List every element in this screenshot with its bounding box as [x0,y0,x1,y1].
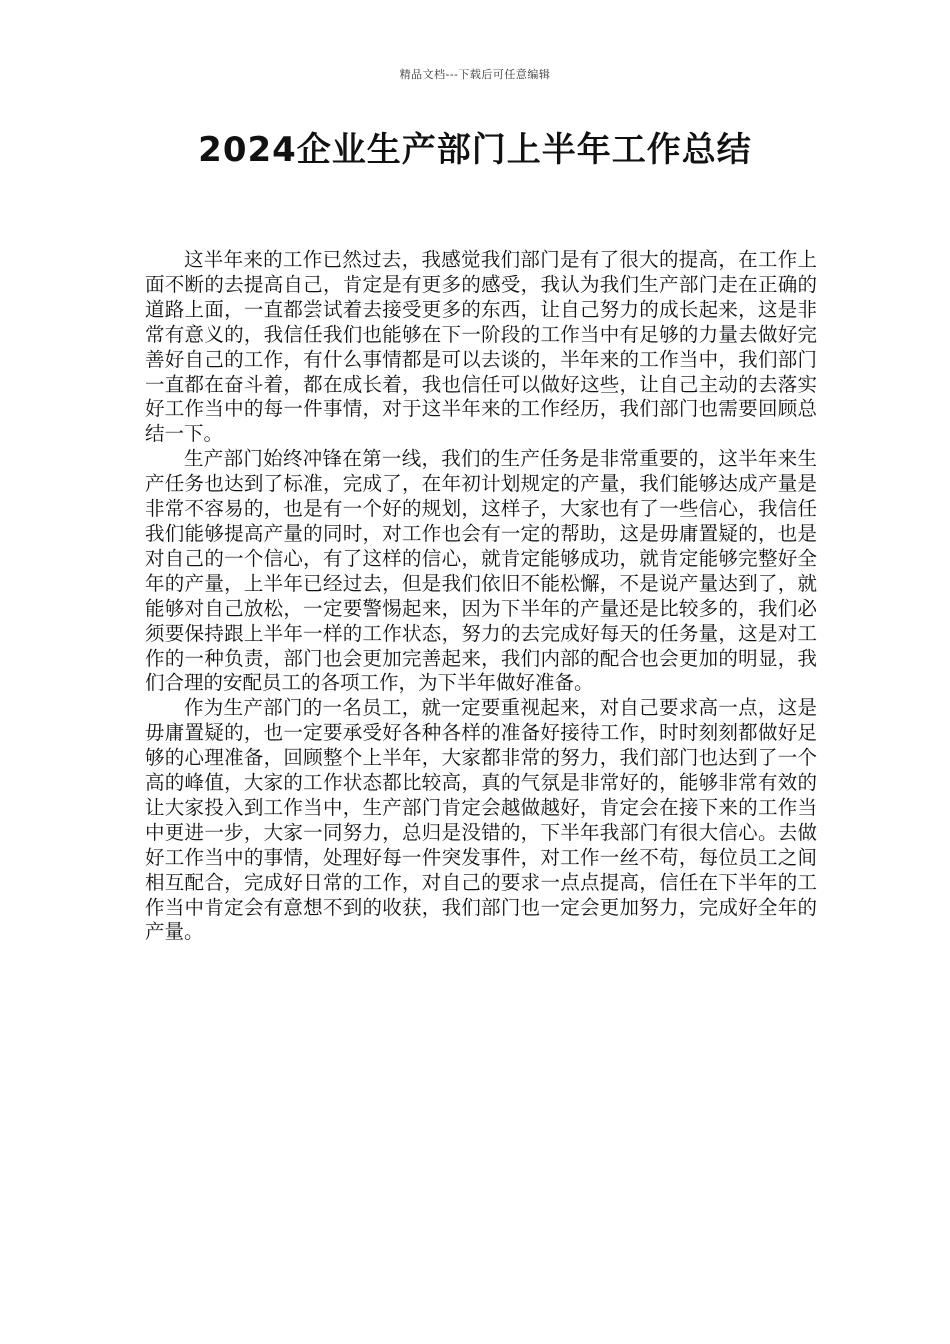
body-paragraph: 生产部门始终冲锋在第一线，我们的生产任务是非常重要的，这半年来生产任务也达到了标准，完成了，在年初计划规定的产量，我们能够达成产量是非常不容易的，也是有一个好的规划，这样子，大家也有了一些信心，我信任我们能够提高产量的同时，对工作也会有一定的帮助，这是毋庸置疑的，也是对自己的一个信心，有了这样的信心，就肯定能够成功，就肯定能够完整好全年的产量，上半年已经过去，但是我们依旧不能松懈，不是说产量达到了，就能够对自己放松，一定要警惕起来，因为下半年的产量还是比较多的，我们必须要保持跟上半年一样的工作状态，努力的去完成好每天的任务量，这是对工作的一种负责，部门也会更加完善起来，我们内部的配合也会更加的明显，我们合理的安配员工的各项工作，为下半年做好准备。 [145,447,817,695]
document-body [145,248,817,945]
body-paragraph: 这半年来的工作已然过去，我感觉我们部门是有了很大的提高，在工作上面不断的去提高自己，肯定是有更多的感受，我认为我们生产部门走在正确的道路上面，一直都尝试着去接受更多的东西，让自己努力的成长起来，这是非常有意义的，我信任我们也能够在下一阶段的工作当中有足够的力量去做好完善好自己的工作，有什么事情都是可以去谈的，半年来的工作当中，我们部门一直都在奋斗着，都在成长着，我也信任可以做好这些，让自己主动的去落实好工作当中的每一件事情，对于这半年来的工作经历，我们部门也需要回顾总结一下。 [145,248,817,446]
document-title: 2024企业生产部门上半年工作总结 [198,130,752,170]
header-note: 精品文档---下载后可任意编辑 [399,68,551,81]
body-paragraph: 作为生产部门的一名员工，就一定要重视起来，对自己要求高一点，这是毋庸置疑的，也一定要承受好各种各样的准备好接待工作，时时刻刻都做好足够的心理准备，回顾整个上半年，大家都非常的努力，我们部门也达到了一个高的峰值，大家的工作状态都比较高，真的气氛是非常好的，能够非常有效的让大家投入到工作当中，生产部门肯定会越做越好，肯定会在接下来的工作当中更进一步，大家一同努力，总归是没错的，下半年我部门有很大信心。去做好工作当中的事情，处理好每一件突发事件，对工作一丝不苟，每位员工之间相互配合，完成好日常的工作，对自己的要求一点点提高，信任在下半年的工作当中肯定会有意想不到的收获，我们部门也一定会更加努力，完成好全年的产量。 [145,696,817,944]
